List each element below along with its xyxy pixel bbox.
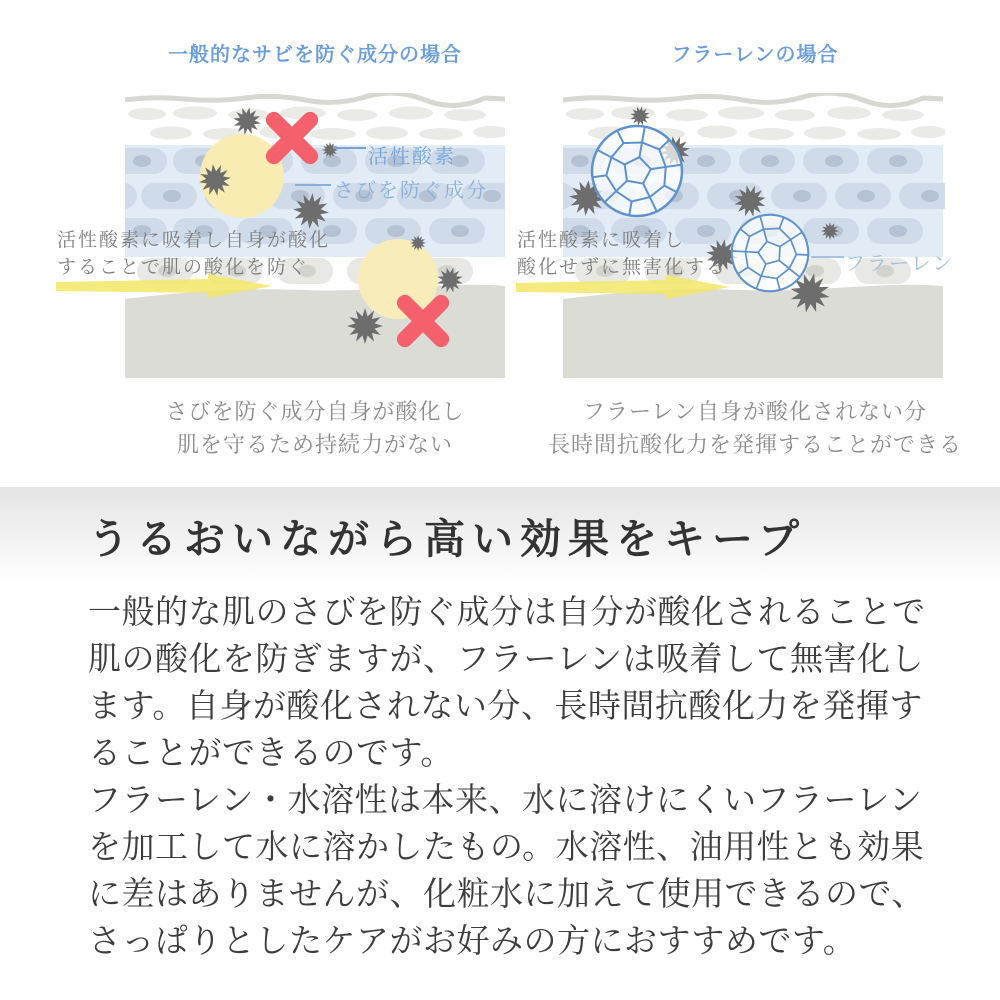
right-panel-title: フラーレンの場合 bbox=[671, 44, 839, 66]
right-panel-note bbox=[517, 227, 727, 281]
left-panel-title: 一般的なサビを防ぐ成分の場合 bbox=[168, 44, 462, 66]
left-panel-note bbox=[57, 227, 330, 281]
note-line: することで肌の酸化を防ぐ bbox=[57, 257, 310, 278]
body-line: さっぱりとしたケアがお好みの方におすすめです。 bbox=[88, 922, 857, 959]
body-paragraphs bbox=[88, 588, 968, 964]
body-line: ます。自身が酸化されない分、長時間抗酸化力を発揮す bbox=[88, 687, 923, 724]
section-heading: うるおいながら高い効果をキープ bbox=[88, 516, 806, 562]
caption-line: さびを防ぐ成分自身が酸化し bbox=[165, 399, 465, 424]
caption-line: 肌を守るため持続力がない bbox=[176, 432, 453, 457]
label-fullerene: フラーレン bbox=[845, 253, 955, 275]
body-line: を加工して水に溶かしたもの。水溶性、油用性とも効果 bbox=[88, 828, 925, 865]
note-line: 活性酸素に吸着し自身が酸化 bbox=[57, 230, 331, 251]
caption-line: 長時間抗酸化力を発揮することができる bbox=[547, 432, 962, 457]
label-antioxidant-ingredient: さびを防ぐ成分 bbox=[334, 180, 488, 202]
left-panel-caption bbox=[115, 395, 515, 461]
label-active-oxygen: 活性酸素 bbox=[368, 146, 456, 168]
note-line: 酸化せずに無害化する bbox=[517, 257, 728, 278]
body-line: に差はありませんが、化粧水に加えて使用できるので、 bbox=[88, 875, 925, 912]
body-line: ることができるのです。 bbox=[88, 734, 454, 771]
body-line: 一般的な肌のさびを防ぐ成分は自分が酸化されることで bbox=[88, 593, 926, 630]
body-line: 肌の酸化を防ぎますが、フラーレンは吸着して無害化し bbox=[88, 640, 925, 677]
body-line: フラーレン・水溶性は本来、水に溶けにくいフラーレン bbox=[88, 781, 923, 818]
right-panel-caption bbox=[535, 395, 975, 461]
note-line: 活性酸素に吸着し bbox=[517, 230, 686, 251]
caption-line: フラーレン自身が酸化されない分 bbox=[582, 399, 927, 424]
